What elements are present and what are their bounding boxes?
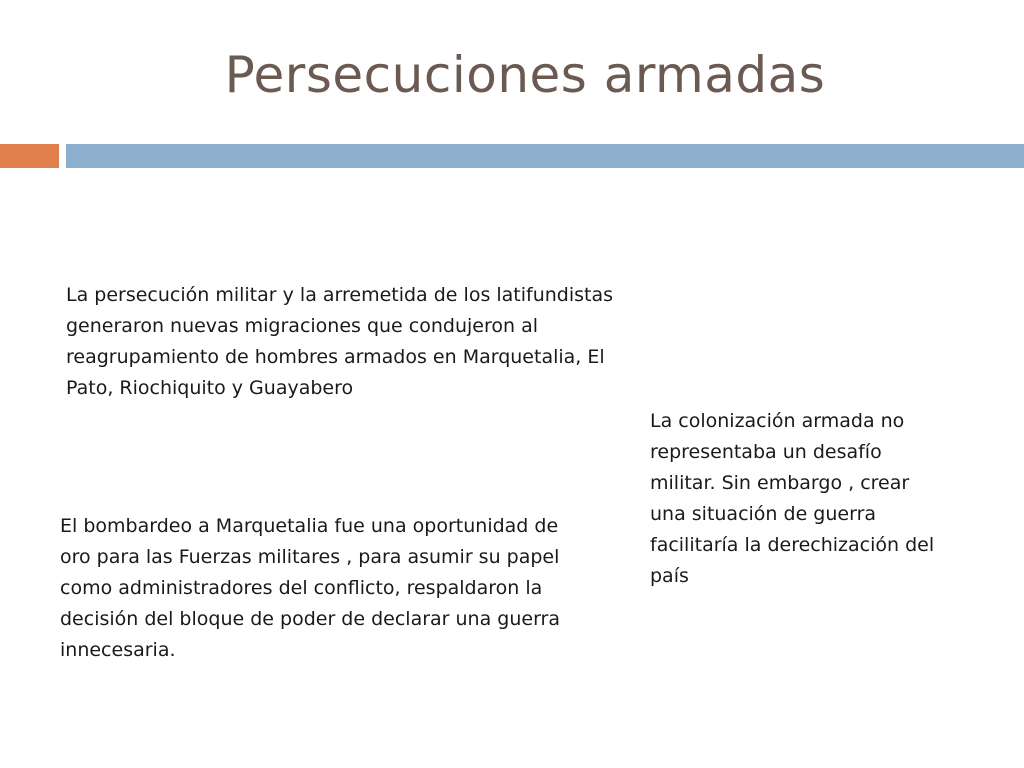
title-accent-bar-blue: [66, 144, 1024, 168]
paragraph-persecucion: La persecución militar y la arremetida de los latifundistas generaron nuevas migraciones que condujeron al reagrupamiento de hombres armados en Marquetalia, El Pato, Riochiquito y Guayabero: [66, 284, 614, 399]
paragraph-colonizacion: La colonización armada no representaba un desafío militar. Sin embargo , crear una situación de guerra facilitaría la derechización del país: [650, 410, 935, 587]
title-accent-bar-orange: [0, 144, 59, 168]
paragraph-bombardeo: El bombardeo a Marquetalia fue una oportunidad de oro para las Fuerzas militares , para asumir su papel como administradores del conflicto, respaldaron la decisión del bloque de poder de declarar una guerra innecesaria.: [60, 515, 561, 661]
slide-title: Persecuciones armadas: [224, 46, 826, 104]
